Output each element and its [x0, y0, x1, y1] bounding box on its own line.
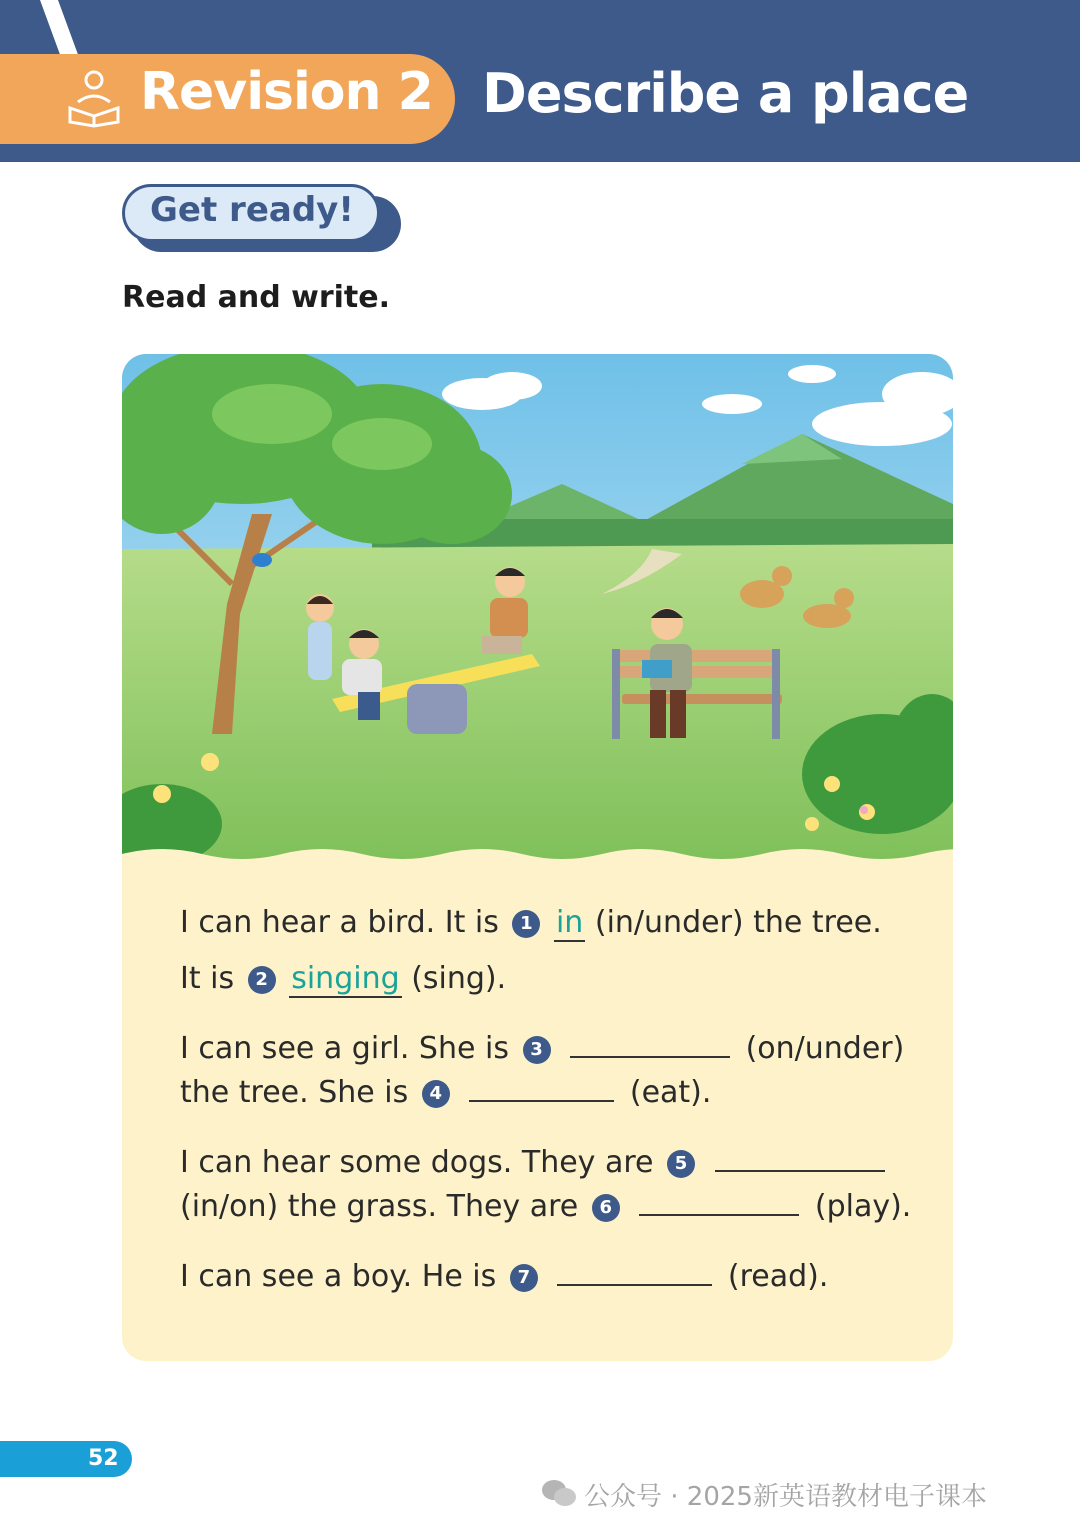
line6-post: (play).	[814, 1189, 912, 1224]
line7-post: (read).	[727, 1259, 829, 1294]
number-3-badge: 3	[523, 1036, 551, 1064]
girl	[306, 594, 334, 680]
page-title: Describe a place	[482, 62, 969, 125]
blank-7[interactable]	[557, 1260, 712, 1286]
answer-1: in	[555, 905, 584, 940]
line6-pre: (in/on) the grass. They are	[180, 1189, 579, 1224]
exercise-line-3	[180, 1031, 904, 1066]
instruction: Read and write.	[122, 280, 391, 315]
line2-pre: It is	[180, 961, 235, 996]
bird	[252, 553, 272, 567]
exercise-line-7	[180, 1259, 828, 1294]
number-7-badge: 7	[510, 1264, 538, 1292]
blank-6[interactable]	[639, 1190, 799, 1216]
answer-2: singing	[291, 961, 400, 996]
line7-pre: I can see a boy. He is	[180, 1259, 497, 1294]
line4-post: (eat).	[629, 1075, 712, 1110]
number-2-badge: 2	[248, 966, 276, 994]
exercise-line-2	[180, 961, 506, 996]
revision-label: Revision 2	[140, 62, 433, 122]
exercise-line-1	[180, 905, 882, 940]
number-6-badge: 6	[592, 1194, 620, 1222]
park-illustration	[122, 354, 953, 864]
line1-post: (in/under) the tree.	[594, 905, 882, 940]
reader-icon	[64, 68, 124, 128]
watermark: 公众号 · 2025新英语教材电子课本	[584, 1482, 987, 1512]
exercise-line-4	[180, 1075, 711, 1110]
line4-pre: the tree. She is	[180, 1075, 409, 1110]
exercise-line-6	[180, 1189, 911, 1224]
exercise-line-5	[180, 1145, 891, 1180]
wechat-icon	[540, 1478, 578, 1508]
number-4-badge: 4	[422, 1080, 450, 1108]
blank-5[interactable]	[715, 1146, 885, 1172]
line5-pre: I can hear some dogs. They are	[180, 1145, 654, 1180]
number-1-badge: 1	[512, 910, 540, 938]
line3-pre: I can see a girl. She is	[180, 1031, 509, 1066]
get-ready-label: Get ready!	[150, 190, 354, 230]
header-stripe	[40, 0, 100, 60]
blank-3[interactable]	[570, 1032, 730, 1058]
line1-pre: I can hear a bird. It is	[180, 905, 499, 940]
page-number: 52	[88, 1446, 119, 1471]
line3-post: (on/under)	[745, 1031, 905, 1066]
blank-4[interactable]	[469, 1076, 614, 1102]
line2-post: (sing).	[411, 961, 507, 996]
number-5-badge: 5	[667, 1150, 695, 1178]
